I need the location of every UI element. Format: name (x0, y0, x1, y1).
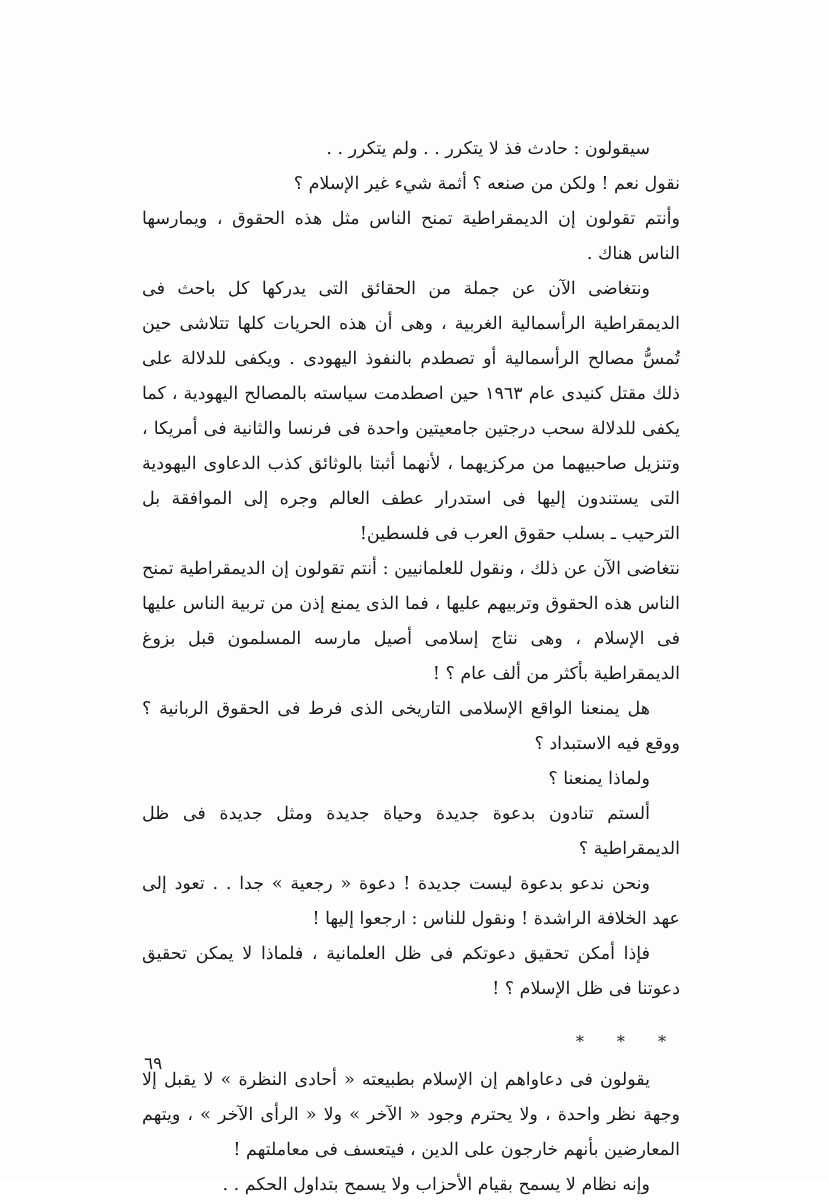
paragraph: نقول نعم ! ولكن من صنعه ؟ أثمة شيء غير الإسلام ؟ (293, 174, 680, 194)
page-number: ٦٩ (144, 1054, 163, 1074)
paragraph: ونحن ندعو بدعوة ليست جديدة ! دعوة « رجعية » جدا . . تعود إلى عهد الخلافة الراشدة ! ونقول للناس : ارجعوا إليها ! (142, 874, 680, 929)
paragraph: ألستم تنادون بدعوة جديدة وحياة جديدة ومثل جديدة فى ظل الديمقراطية ؟ (142, 804, 680, 859)
section-separator: * * * (575, 1032, 680, 1051)
page-body-text (142, 132, 680, 1203)
paragraph: ونتغاضى الآن عن جملة من الحقائق التى يدركها كل باحث فى الديمقراطية الرأسمالية الغربية ، وهى أن هذه الحريات كلها تتلاشى حين تُمسُّ مصالح الرأسمالية أو تصطدم بالنفوذ اليهودى . ويكفى للدلالة على ذلك مقتل كنيدى عام ١٩٦٣ حين اصطدمت سياسته بالمصالح اليهودية ، كما يكفى للدلالة سحب درجتين جامعيتين واحدة فى فرنسا والثانية فى أمريكا ، وتنزيل صاحبيهما من مركزيهما ، لأنهما أثبتا بالوثائق كذب الدعاوى اليهودية التى يستندون إليها فى استدرار عطف العالم وجره إلى الموافقة بل الترحيب ـ بسلب حقوق العرب فى فلسطين! (142, 279, 680, 544)
paragraph: يقولون فى دعاواهم إن الإسلام بطبيعته « أحادى النظرة » لا يقبل إلا وجهة نظر واحدة ، ولا يحترم وجود « الآخر » ولا « الرأى الآخر » ، ويتهم المعارضين بأنهم خارجون على الدين ، فيتعسف فى معاملتهم ! (142, 1070, 680, 1160)
paragraph: فإذا أمكن تحقيق دعوتكم فى ظل العلمانية ، فلماذا لا يمكن تحقيق دعوتنا فى ظل الإسلام ؟ ! (142, 944, 680, 999)
paragraph: نتغاضى الآن عن ذلك ، ونقول للعلمانيين : أنتم تقولون إن الديمقراطية تمنح الناس هذه الحقوق وتربيهم عليها ، فما الذى يمنع إذن من تربية الناس عليها فى الإسلام ، وهى نتاج إسلامى أصيل مارسه المسلمون قبل بزوغ الديمقراطية بأكثر من ألف عام ؟ ! (142, 559, 680, 684)
paragraph: هل يمنعنا الواقع الإسلامى التاريخى الذى فرط فى الحقوق الربانية ؟ ووقع فيه الاستبداد ؟ (142, 699, 680, 754)
paragraph: وإنه نظام لا يسمح بقيام الأحزاب ولا يسمح بتداول الحكم . . (222, 1175, 650, 1195)
paragraph: وأنتم تقولون إن الديمقراطية تمنح الناس مثل هذه الحقوق ، ويمارسها الناس هناك . (142, 209, 680, 264)
paragraph: سيقولون : حادث فذ لا يتكرر . . ولم يتكرر . . (326, 139, 650, 159)
paragraph: ولماذا يمنعنا ؟ (548, 769, 650, 789)
